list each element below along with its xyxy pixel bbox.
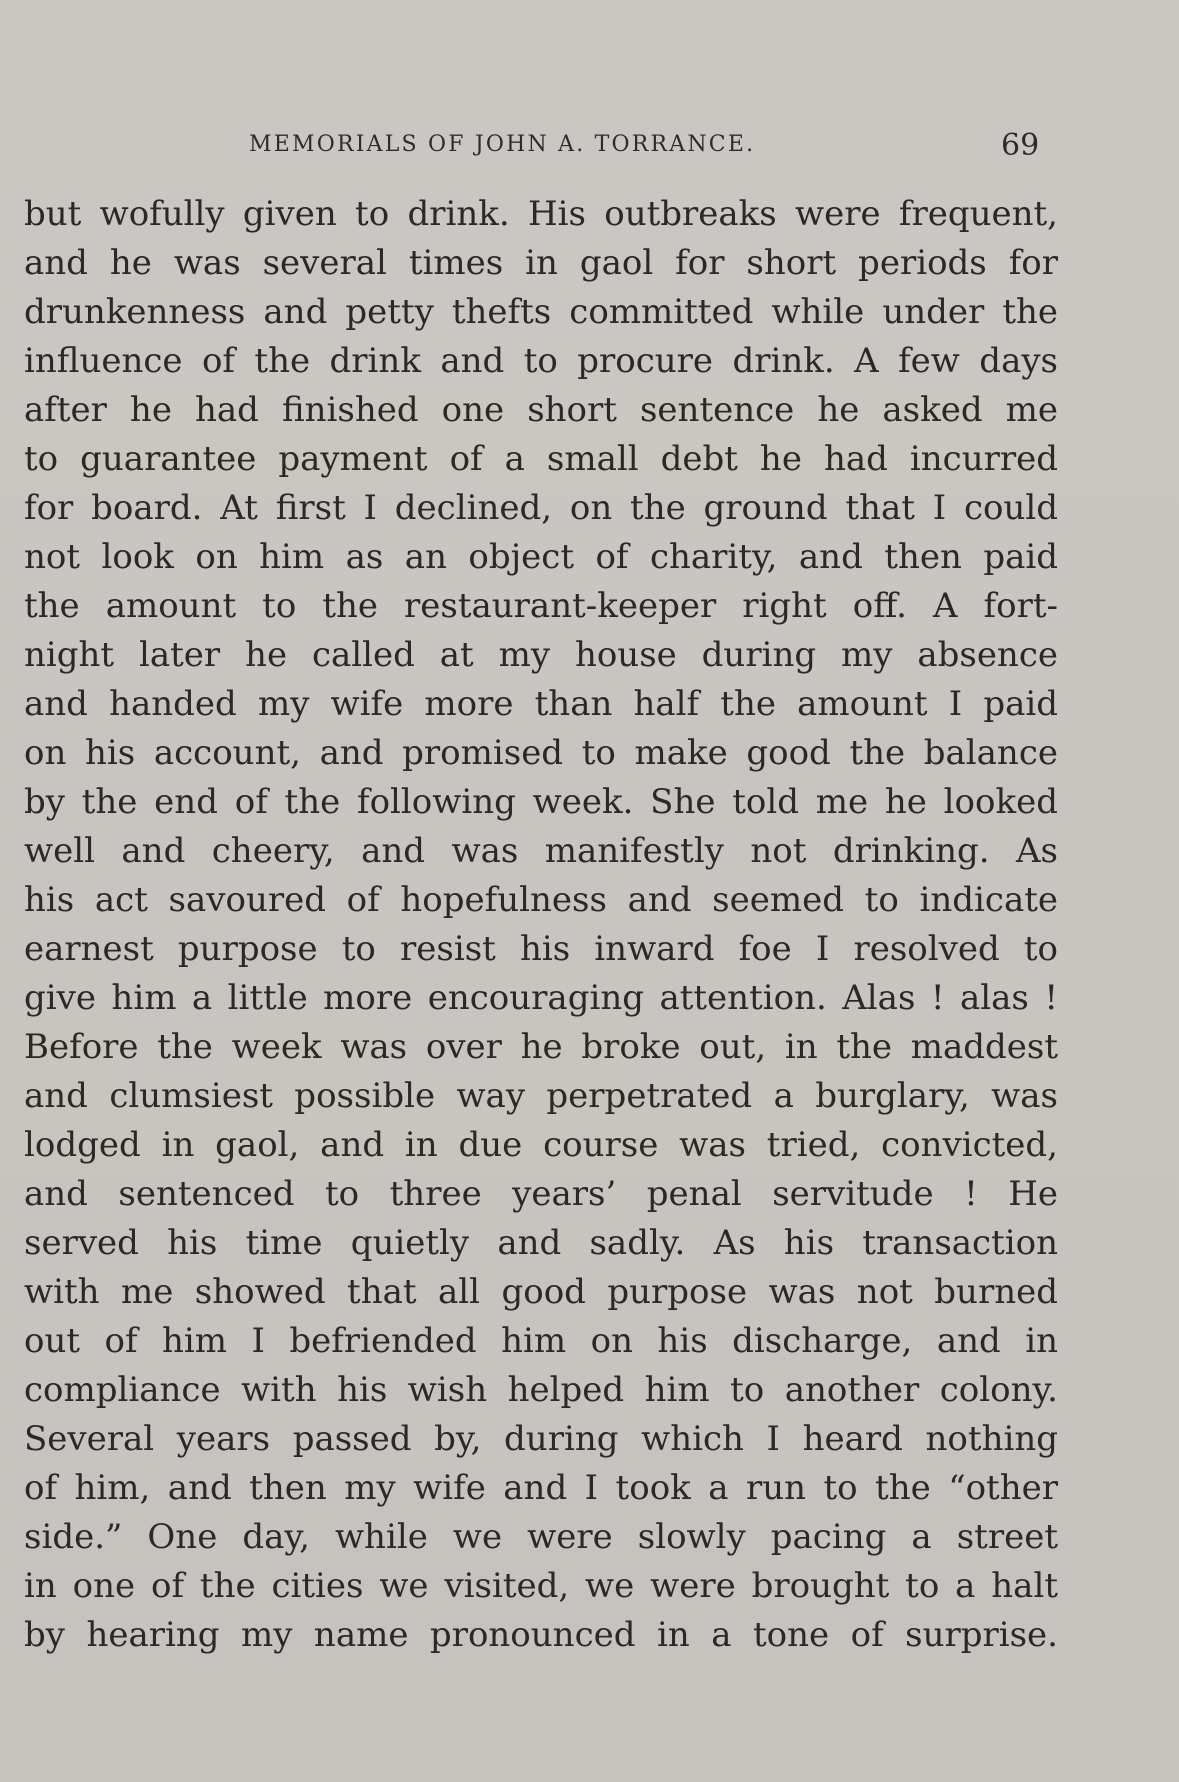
text-line: out of him I befriended him on his discharge, and in bbox=[24, 1321, 1058, 1361]
text-line: drunkenness and petty thefts committed while under the bbox=[24, 292, 1058, 332]
text-line: earnest purpose to resist his inward foe I resolved to bbox=[24, 929, 1058, 969]
text-line: side.” One day, while we were slowly pacing a street bbox=[24, 1517, 1058, 1557]
text-line: the amount to the restaurant-keeper right off. A fort- bbox=[24, 586, 1058, 626]
text-line: well and cheery, and was manifestly not drinking. As bbox=[24, 831, 1058, 871]
text-line: night later he called at my house during my absence bbox=[24, 635, 1058, 675]
text-line: and clumsiest possible way perpetrated a burglary, was bbox=[24, 1076, 1058, 1116]
text-line: but wofully given to drink. His outbreaks were frequent, bbox=[24, 194, 1058, 234]
text-line: by the end of the following week. She told me he looked bbox=[24, 782, 1058, 822]
text-line: Several years passed by, during which I heard nothing bbox=[24, 1419, 1058, 1459]
body-text bbox=[24, 190, 1058, 1660]
text-line: and handed my wife more than half the amount I paid bbox=[24, 684, 1058, 724]
running-head bbox=[0, 128, 1179, 164]
text-line: compliance with his wish helped him to another colony. bbox=[24, 1370, 1058, 1410]
text-line: give him a little more encouraging attention. Alas ! alas ! bbox=[24, 978, 1058, 1018]
running-title: MEMORIALS OF JOHN A. TORRANCE. bbox=[249, 132, 756, 157]
text-line: influence of the drink and to procure drink. A few days bbox=[24, 341, 1058, 381]
text-line: by hearing my name pronounced in a tone of surprise. bbox=[24, 1615, 1058, 1655]
text-line: with me showed that all good purpose was not burned bbox=[24, 1272, 1058, 1312]
page-number: 69 bbox=[1001, 128, 1040, 163]
text-line: and sentenced to three years’ penal servitude ! He bbox=[24, 1174, 1058, 1214]
text-line: lodged in gaol, and in due course was tried, convicted, bbox=[24, 1125, 1058, 1165]
text-line: Before the week was over he broke out, in the maddest bbox=[24, 1027, 1058, 1067]
text-line: to guarantee payment of a small debt he had incurred bbox=[24, 439, 1058, 479]
text-line: in one of the cities we visited, we were brought to a halt bbox=[24, 1566, 1058, 1606]
text-line: for board. At first I declined, on the ground that I could bbox=[24, 488, 1058, 528]
text-line: not look on him as an object of charity, and then paid bbox=[24, 537, 1058, 577]
text-line: served his time quietly and sadly. As his transaction bbox=[24, 1223, 1058, 1263]
text-line: on his account, and promised to make good the balance bbox=[24, 733, 1058, 773]
text-line: his act savoured of hopefulness and seemed to indicate bbox=[24, 880, 1058, 920]
text-line: after he had finished one short sentence he asked me bbox=[24, 390, 1058, 430]
text-line: of him, and then my wife and I took a run to the “other bbox=[24, 1468, 1058, 1508]
text-line: and he was several times in gaol for short periods for bbox=[24, 243, 1058, 283]
